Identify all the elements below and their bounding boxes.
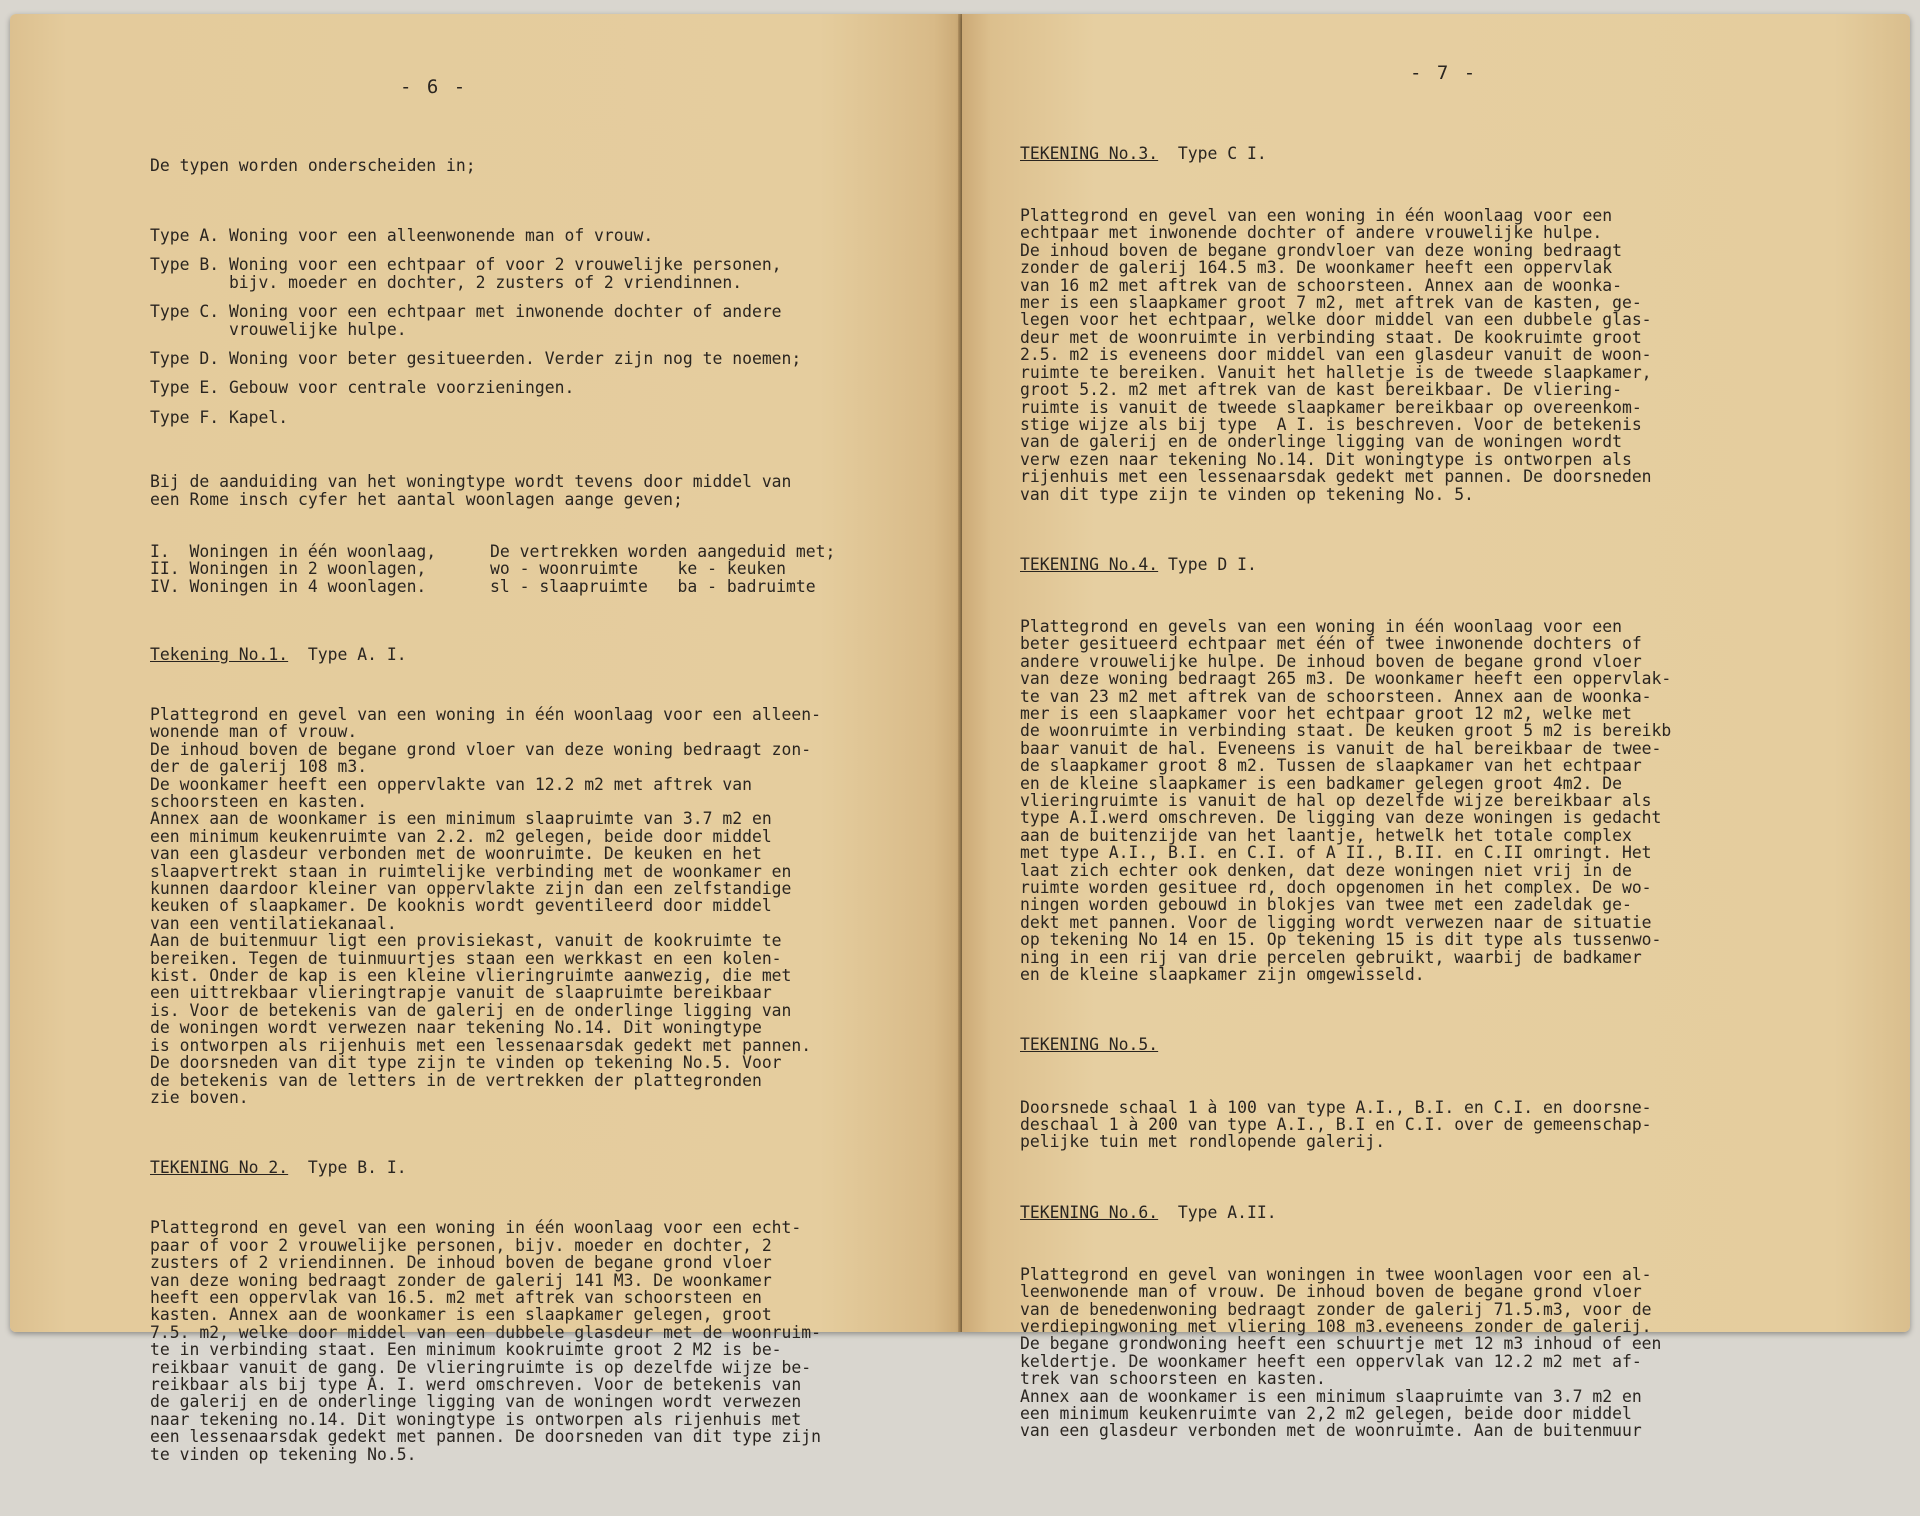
text-line: vrouwelijke hulpe.: [150, 319, 407, 339]
text-line: ningen worden gebouwd in blokjes van twee met een zadeldak ge-: [1020, 895, 1632, 915]
text-line: mer is een slaapkamer groot 7 m2, met aftrek van de kasten, ge-: [1020, 293, 1642, 313]
text-line: een Rome insch cyfer het aantal woonlagen aange geven;: [150, 489, 683, 509]
text-line: van deze woning bedraagt 265 m3. De woonkamer heeft een oppervlak-: [1020, 669, 1672, 689]
text-line: Type C. Woning voor een echtpaar met inwonende dochter of andere: [150, 302, 782, 322]
legend-line: I. Woningen in één woonlaag,: [150, 541, 437, 561]
text-line: rijenhuis met een lessenaarsdak gedekt met pannen. De doorsneden: [1020, 467, 1652, 487]
text-line: wonende man of vrouw.: [150, 722, 358, 742]
text-line: te van 23 m2 met aftrek van de schoorsteen. Annex aan de woonka-: [1020, 686, 1652, 706]
tekening-6-text: [1020, 1266, 1671, 1440]
text-line: kasten. Annex aan de woonkamer is een slaapkamer gelegen, groot: [150, 1305, 772, 1325]
text-line: van deze woning bedraagt zonder de galerij 141 M3. De woonkamer: [150, 1270, 772, 1290]
text-line: ruimte worden gesituee rd, doch opgenomen in het complex. De wo-: [1020, 878, 1652, 898]
text-line: van de benedenwoning bedraagt zonder de galerij 71.5.m3, voor de: [1020, 1299, 1652, 1319]
text-line: Annex aan de woonkamer is een minimum slaapruimte van 3.7 m2 en: [1020, 1386, 1642, 1406]
types-intro: De typen worden onderscheiden in;: [150, 155, 476, 175]
text-line: keuken of slaapkamer. De kooknis wordt geventileerd door middel: [150, 896, 772, 916]
tekening-2-text: [150, 1219, 821, 1463]
text-line: en de kleine slaapkamer zijn omgewisseld.: [1020, 965, 1425, 985]
text-line: slaapvertrekt staan in ruimtelijke verbinding met de woonkamer en: [150, 861, 792, 881]
text-line: de woningen wordt verwezen naar tekening No.14. Dit woningtype: [150, 1018, 762, 1038]
legend-line: sl - slaapruimte ba - badruimte: [490, 576, 816, 596]
aanduiding-paragraph: [150, 473, 821, 508]
text-line: schoorsteen en kasten.: [150, 792, 368, 811]
type-list-item: [150, 350, 821, 367]
type-list-item: [150, 379, 821, 396]
text-line: Plattegrond en gevel van een woning in één woonlaag voor een alleen-: [150, 704, 822, 724]
text-line: de slaapkamer groot 8 m2. Tussen de slaapkamer van het echtpaar: [1020, 756, 1642, 776]
text-line: De woonkamer heeft een oppervlakte van 12.2 m2 met aftrek van: [150, 774, 752, 794]
type-list-item: [150, 227, 821, 244]
text-line: Type A. Woning voor een alleenwonende man of vrouw.: [150, 226, 654, 246]
text-line: groot 5.2. m2 met aftrek van de kast bereikbaar. De vliering-: [1020, 380, 1622, 400]
text-line: De inhoud boven de begane grond vloer van deze woning bedraagt zon-: [150, 739, 812, 759]
tekening-4-text: [1020, 618, 1671, 984]
left-page: [10, 14, 962, 1464]
text-line: Type E. Gebouw voor centrale voorzieningen.: [150, 378, 575, 398]
text-line: bereiken. Tegen de tuinmuurtjes staan een werkkast en een kolen-: [150, 948, 782, 968]
text-line: ruimte is vanuit de tweede slaapkamer bereikbaar op overeenkom-: [1020, 397, 1642, 417]
text-line: met type A.I., B.I. en C.I. of A II., B.II. en C.II omringt. Het: [1020, 843, 1652, 863]
text-line: 7.5. m2, welke door middel van een dubbele glasdeur met de woonruim-: [150, 1322, 822, 1342]
tekening-1-text: [150, 706, 821, 1106]
text-line: echtpaar met inwonende dochter of andere vrouwelijke hulpe.: [1020, 223, 1603, 243]
text-line: 2.5. m2 is eveneens door middel van een glasdeur vanuit de woon-: [1020, 345, 1652, 365]
text-line: een uittrekbaar vlieringtrapje vanuit de slaapruimte bereikbaar: [150, 983, 772, 1003]
type-list: [150, 227, 821, 426]
text-line: ruimte te bereiken. Vanuit het halletje is de tweede slaapkamer,: [1020, 362, 1652, 382]
text-line: type A.I.werd omschreven. De ligging van deze woningen is gedacht: [1020, 808, 1662, 828]
legend-woonlagen: [150, 543, 490, 595]
text-line: deur met de woonruimte in verbinding staat. De kookruimte groot: [1020, 327, 1642, 347]
text-line: De doorsneden van dit type zijn te vinden op tekening No.5. Voor: [150, 1053, 782, 1073]
text-line: op tekening No 14 en 15. Op tekening 15 is dit type als tussenwo-: [1020, 930, 1662, 950]
left-text-column: [150, 122, 836, 1516]
text-line: De begane grondwoning heeft een schuurtje met 12 m3 inhoud of een: [1020, 1334, 1662, 1354]
text-line: trek van schoorsteen en kasten.: [1020, 1369, 1326, 1389]
tekening-5-heading: TEKENING No.5.: [1020, 1035, 1159, 1055]
text-line: Type B. Woning voor een echtpaar of voor 2 vrouwelijke personen,: [150, 255, 782, 275]
text-line: De inhoud boven de begane grondvloer van deze woning bedraagt: [1020, 240, 1622, 260]
text-line: en de kleine slaapkamer is een badkamer gelegen groot 4m2. De: [1020, 773, 1622, 793]
text-line: kist. Onder de kap is een kleine vlieringruimte aanwezig, die met: [150, 966, 792, 986]
text-line: dekt met pannen. Voor de ligging wordt verwezen naar de situatie: [1020, 912, 1652, 932]
text-line: te vinden op tekening No.5.: [150, 1444, 417, 1464]
legend-vertrekken: [490, 541, 836, 596]
tekening-3-heading: TEKENING No.3. Type C I.: [1020, 143, 1267, 163]
text-line: van de galerij en de onderlinge ligging van de woningen wordt: [1020, 432, 1622, 452]
text-line: leenwonende man of vrouw. De inhoud boven de begane grond vloer: [1020, 1282, 1642, 1302]
text-line: een lessenaarsdak gedekt met pannen. De doorsneden van dit type zijn: [150, 1427, 822, 1447]
text-line: reikbaar als bij type A. I. werd omschreven. Voor de betekenis van: [150, 1375, 802, 1394]
text-line: Doorsnede schaal 1 à 100 van type A.I., B.I. en C.I. en doorsne-: [1020, 1097, 1652, 1117]
text-line: de woonruimte in verbinding staat. De keuken groot 5 m2 is bereikb: [1020, 721, 1672, 741]
tekening-1-heading: Tekening No.1. Type A. I.: [150, 644, 407, 664]
text-line: keldertje. De woonkamer heeft een oppervlak van 12.2 m2 met af-: [1020, 1351, 1642, 1371]
tekening-3-text: [1020, 207, 1671, 503]
text-line: van een glasdeur verbonden met de woonruimte. Aan de buitenmuur: [1020, 1421, 1642, 1441]
text-line: Type F. Kapel.: [150, 407, 289, 427]
text-line: de galerij en de onderlinge ligging van de woningen wordt verwezen: [150, 1392, 802, 1412]
text-line: verw ezen naar tekening No.14. Dit woningtype is ontworpen als: [1020, 449, 1632, 469]
text-line: heeft een oppervlak van 16.5. m2 met aftrek van schoorsteen en: [150, 1287, 762, 1307]
right-page: [962, 14, 1910, 1441]
text-line: Plattegrond en gevel van een woning in één woonlaag voor een: [1020, 206, 1613, 226]
text-line: baar vanuit de hal. Eveneens is vanuit de hal bereikbaar de twee-: [1020, 738, 1662, 758]
text-line: naar tekening no.14. Dit woningtype is ontworpen als rijenhuis met: [150, 1409, 802, 1429]
text-line: Annex aan de woonkamer is een minimum slaapruimte van 3.7 m2 en: [150, 809, 772, 829]
text-line: zusters of 2 vriendinnen. De inhoud boven de begane grond vloer: [150, 1253, 772, 1273]
text-line: andere vrouwelijke hulpe. De inhoud boven de begane grond vloer: [1020, 651, 1642, 671]
text-line: pelijke tuin met rondlopende galerij.: [1020, 1132, 1386, 1152]
legend-line: II. Woningen in 2 woonlagen,: [150, 559, 427, 579]
tekening-4-heading: TEKENING No.4. Type D I.: [1020, 554, 1257, 574]
text-line: vlieringruimte is vanuit de hal op dezelfde wijze bereikbaar als: [1020, 791, 1652, 811]
legend-line: De vertrekken worden aangeduid met;: [490, 541, 836, 561]
text-line: Plattegrond en gevel van woningen in twee woonlagen voor een al-: [1020, 1264, 1652, 1284]
right-text-column: [1020, 110, 1671, 1493]
text-line: aan de buitenzijde van het laantje, hetwelk het totale complex: [1020, 825, 1632, 845]
text-line: van een glasdeur verbonden met de woonruimte. De keuken en het: [150, 844, 762, 864]
legend-line: IV. Woningen in 4 woonlagen.: [150, 576, 427, 596]
room-legend: [150, 541, 836, 596]
text-line: Plattegrond en gevel van een woning in één woonlaag voor een echt-: [150, 1218, 802, 1238]
tekening-5-text: [1020, 1099, 1671, 1151]
tekening-6-heading: TEKENING No.6. Type A.II.: [1020, 1202, 1277, 1222]
page-number: - 7 -: [1410, 62, 1478, 84]
text-line: de betekenis van de letters in de vertrekken der plattegronden: [150, 1070, 762, 1090]
text-line: een minimum keukenruimte van 2.2. m2 gelegen, beide door middel: [150, 826, 772, 846]
text-line: stige wijze als bij type A I. is beschreven. Voor de betekenis: [1020, 414, 1642, 434]
text-line: mer is een slaapkamer voor het echtpaar groot 12 m2, welke met: [1020, 704, 1632, 723]
text-line: een minimum keukenruimte van 2,2 m2 gelegen, beide door middel: [1020, 1404, 1632, 1424]
text-line: der de galerij 108 m3.: [150, 757, 368, 777]
text-line: kunnen daardoor kleiner van oppervlakte zijn dan een zelfstandige: [150, 879, 792, 899]
text-line: zie boven.: [150, 1087, 249, 1107]
type-list-item: [150, 303, 821, 338]
text-line: laat zich echter ook denken, dat deze woningen niet vrij in de: [1020, 860, 1632, 880]
text-line: legen voor het echtpaar, welke door middel van een dubbele glas-: [1020, 310, 1652, 330]
text-line: is ontworpen als rijenhuis met een lessenaarsdak gedekt met pannen.: [150, 1035, 812, 1055]
text-line: zonder de galerij 164.5 m3. De woonkamer heeft een oppervlak: [1020, 258, 1613, 278]
text-line: Bij de aanduiding van het woningtype wordt tevens door middel van: [150, 472, 792, 492]
text-line: paar of voor 2 vrouwelijke personen, bijv. moeder en dochter, 2: [150, 1235, 772, 1255]
text-line: bijv. moeder en dochter, 2 zusters of 2 vriendinnen.: [150, 272, 743, 292]
text-line: beter gesitueerd echtpaar met één of twee inwonende dochters of: [1020, 634, 1642, 654]
text-line: Plattegrond en gevels van een woning in één woonlaag voor een: [1020, 616, 1622, 636]
text-line: deschaal 1 à 200 van type A.I., B.I en C.I. over de gemeenschap-: [1020, 1114, 1652, 1134]
text-line: te in verbinding staat. Een minimum kookruimte groot 2 M2 is be-: [150, 1340, 782, 1360]
text-line: is. Voor de betekenis van de galerij en de onderlinge ligging van: [150, 1000, 792, 1020]
text-line: van een ventilatiekanaal.: [150, 913, 397, 933]
text-line: van dit type zijn te vinden op tekening No. 5.: [1020, 484, 1474, 504]
text-line: Aan de buitenmuur ligt een provisiekast, vanuit de kookruimte te: [150, 931, 782, 951]
page-number: - 6 -: [400, 76, 468, 98]
text-line: reikbaar vanuit de gang. De vlieringruimte is op dezelfde wijze be-: [150, 1357, 812, 1377]
tekening-2-heading: TEKENING No 2. Type B. I.: [150, 1158, 407, 1178]
text-line: ning in een rij van drie percelen gebruikt, waarbij de badkamer: [1020, 947, 1642, 967]
type-list-item: [150, 409, 821, 426]
text-line: verdiepingwoning met vliering 108 m3.eveneens zonder de galerij.: [1020, 1317, 1652, 1336]
type-list-item: [150, 256, 821, 291]
text-line: van 16 m2 met aftrek van de schoorsteen. Annex aan de woonka-: [1020, 275, 1622, 295]
legend-line: wo - woonruimte ke - keuken: [490, 559, 787, 579]
text-line: Type D. Woning voor beter gesitueerden. Verder zijn nog te noemen;: [150, 349, 802, 369]
